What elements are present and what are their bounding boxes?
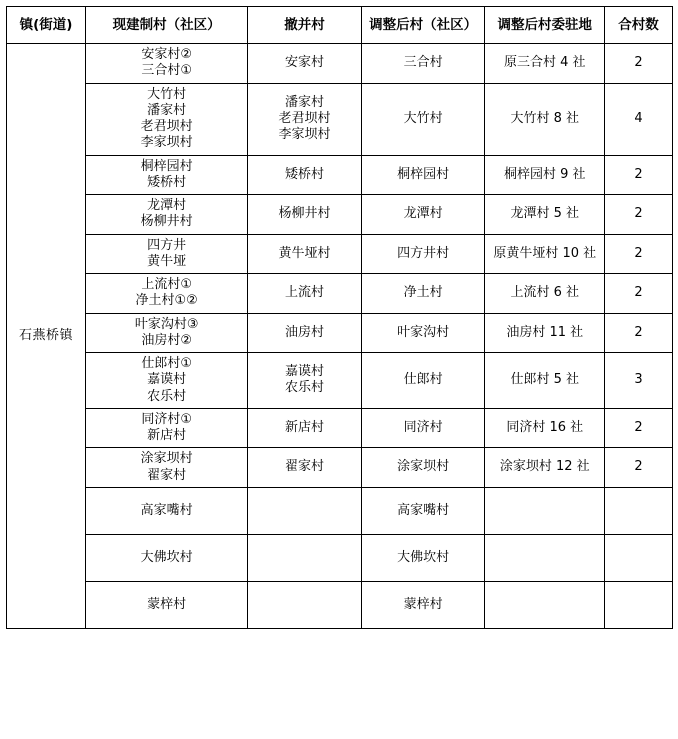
- merged-village-cell: 黄牛垭村: [248, 234, 362, 274]
- merge-count-cell: 2: [605, 195, 673, 235]
- table-row: [7, 487, 673, 534]
- merge-count-cell: 2: [605, 408, 673, 448]
- table-row: [7, 274, 673, 314]
- table-row: [7, 534, 673, 581]
- after-adjustment-cell: 仕郎村: [361, 353, 485, 409]
- committee-seat-cell: 原三合村 4 社: [485, 44, 605, 84]
- current-village-cell: 蒙梓村: [86, 581, 248, 628]
- after-adjustment-cell: 叶家沟村: [361, 313, 485, 353]
- merge-count-cell: 2: [605, 274, 673, 314]
- column-header-after-adjustment: 调整后村（社区）: [361, 7, 485, 44]
- current-village-cell: 龙潭村 杨柳井村: [86, 195, 248, 235]
- table-header: [7, 7, 673, 44]
- merged-village-cell: 杨柳井村: [248, 195, 362, 235]
- current-village-cell: 同济村① 新店村: [86, 408, 248, 448]
- table-row: [7, 408, 673, 448]
- after-adjustment-cell: 涂家坝村: [361, 448, 485, 488]
- merge-count-cell: 2: [605, 448, 673, 488]
- merged-village-cell: 翟家村: [248, 448, 362, 488]
- current-village-cell: 仕郎村① 嘉谟村 农乐村: [86, 353, 248, 409]
- after-adjustment-cell: 大竹村: [361, 83, 485, 155]
- table-row: [7, 83, 673, 155]
- column-header-current-village: 现建制村（社区）: [86, 7, 248, 44]
- committee-seat-cell: 仕郎村 5 社: [485, 353, 605, 409]
- after-adjustment-cell: 三合村: [361, 44, 485, 84]
- committee-seat-cell: 油房村 11 社: [485, 313, 605, 353]
- merge-count-cell: 2: [605, 313, 673, 353]
- table-row: [7, 195, 673, 235]
- merged-village-cell: 上流村: [248, 274, 362, 314]
- merged-village-cell: 安家村: [248, 44, 362, 84]
- current-village-cell: 高家嘴村: [86, 487, 248, 534]
- current-village-cell: 涂家坝村 翟家村: [86, 448, 248, 488]
- merged-village-cell: 矮桥村: [248, 155, 362, 195]
- village-adjustment-table: [6, 6, 673, 629]
- after-adjustment-cell: 高家嘴村: [361, 487, 485, 534]
- current-village-cell: 叶家沟村③ 油房村②: [86, 313, 248, 353]
- committee-seat-cell: 大竹村 8 社: [485, 83, 605, 155]
- merged-village-cell: 油房村: [248, 313, 362, 353]
- column-header-merge-count: 合村数: [605, 7, 673, 44]
- column-header-committee-seat: 调整后村委驻地: [485, 7, 605, 44]
- merge-count-cell: [605, 487, 673, 534]
- merge-count-cell: [605, 534, 673, 581]
- current-village-cell: 大佛坎村: [86, 534, 248, 581]
- after-adjustment-cell: 龙潭村: [361, 195, 485, 235]
- merge-count-cell: 4: [605, 83, 673, 155]
- current-village-cell: 桐梓园村 矮桥村: [86, 155, 248, 195]
- table-row: [7, 234, 673, 274]
- column-header-town: 镇(街道): [7, 7, 86, 44]
- after-adjustment-cell: 净土村: [361, 274, 485, 314]
- committee-seat-cell: 龙潭村 5 社: [485, 195, 605, 235]
- after-adjustment-cell: 桐梓园村: [361, 155, 485, 195]
- after-adjustment-cell: 四方井村: [361, 234, 485, 274]
- current-village-cell: 四方井 黄牛垭: [86, 234, 248, 274]
- committee-seat-cell: 桐梓园村 9 社: [485, 155, 605, 195]
- merge-count-cell: 3: [605, 353, 673, 409]
- table-row: [7, 448, 673, 488]
- column-header-merged-village: 撤并村: [248, 7, 362, 44]
- merged-village-cell: 新店村: [248, 408, 362, 448]
- current-village-cell: 大竹村 潘家村 老君坝村 李家坝村: [86, 83, 248, 155]
- after-adjustment-cell: 大佛坎村: [361, 534, 485, 581]
- table-body: [7, 44, 673, 629]
- merged-village-cell: [248, 581, 362, 628]
- table-header-row: [7, 7, 673, 44]
- committee-seat-cell: [485, 487, 605, 534]
- table-row: [7, 581, 673, 628]
- after-adjustment-cell: 蒙梓村: [361, 581, 485, 628]
- merge-count-cell: 2: [605, 234, 673, 274]
- merged-village-cell: [248, 534, 362, 581]
- committee-seat-cell: 同济村 16 社: [485, 408, 605, 448]
- table-row: [7, 353, 673, 409]
- merge-count-cell: 2: [605, 44, 673, 84]
- merged-village-cell: 嘉谟村 农乐村: [248, 353, 362, 409]
- committee-seat-cell: 涂家坝村 12 社: [485, 448, 605, 488]
- table-row: [7, 44, 673, 84]
- current-village-cell: 上流村① 净土村①②: [86, 274, 248, 314]
- merged-village-cell: 潘家村 老君坝村 李家坝村: [248, 83, 362, 155]
- merged-village-cell: [248, 487, 362, 534]
- committee-seat-cell: 原黄牛垭村 10 社: [485, 234, 605, 274]
- committee-seat-cell: 上流村 6 社: [485, 274, 605, 314]
- town-name-cell: 石燕桥镇: [7, 44, 86, 629]
- current-village-cell: 安家村② 三合村①: [86, 44, 248, 84]
- table-row: [7, 155, 673, 195]
- committee-seat-cell: [485, 534, 605, 581]
- after-adjustment-cell: 同济村: [361, 408, 485, 448]
- committee-seat-cell: [485, 581, 605, 628]
- table-row: [7, 313, 673, 353]
- merge-count-cell: [605, 581, 673, 628]
- merge-count-cell: 2: [605, 155, 673, 195]
